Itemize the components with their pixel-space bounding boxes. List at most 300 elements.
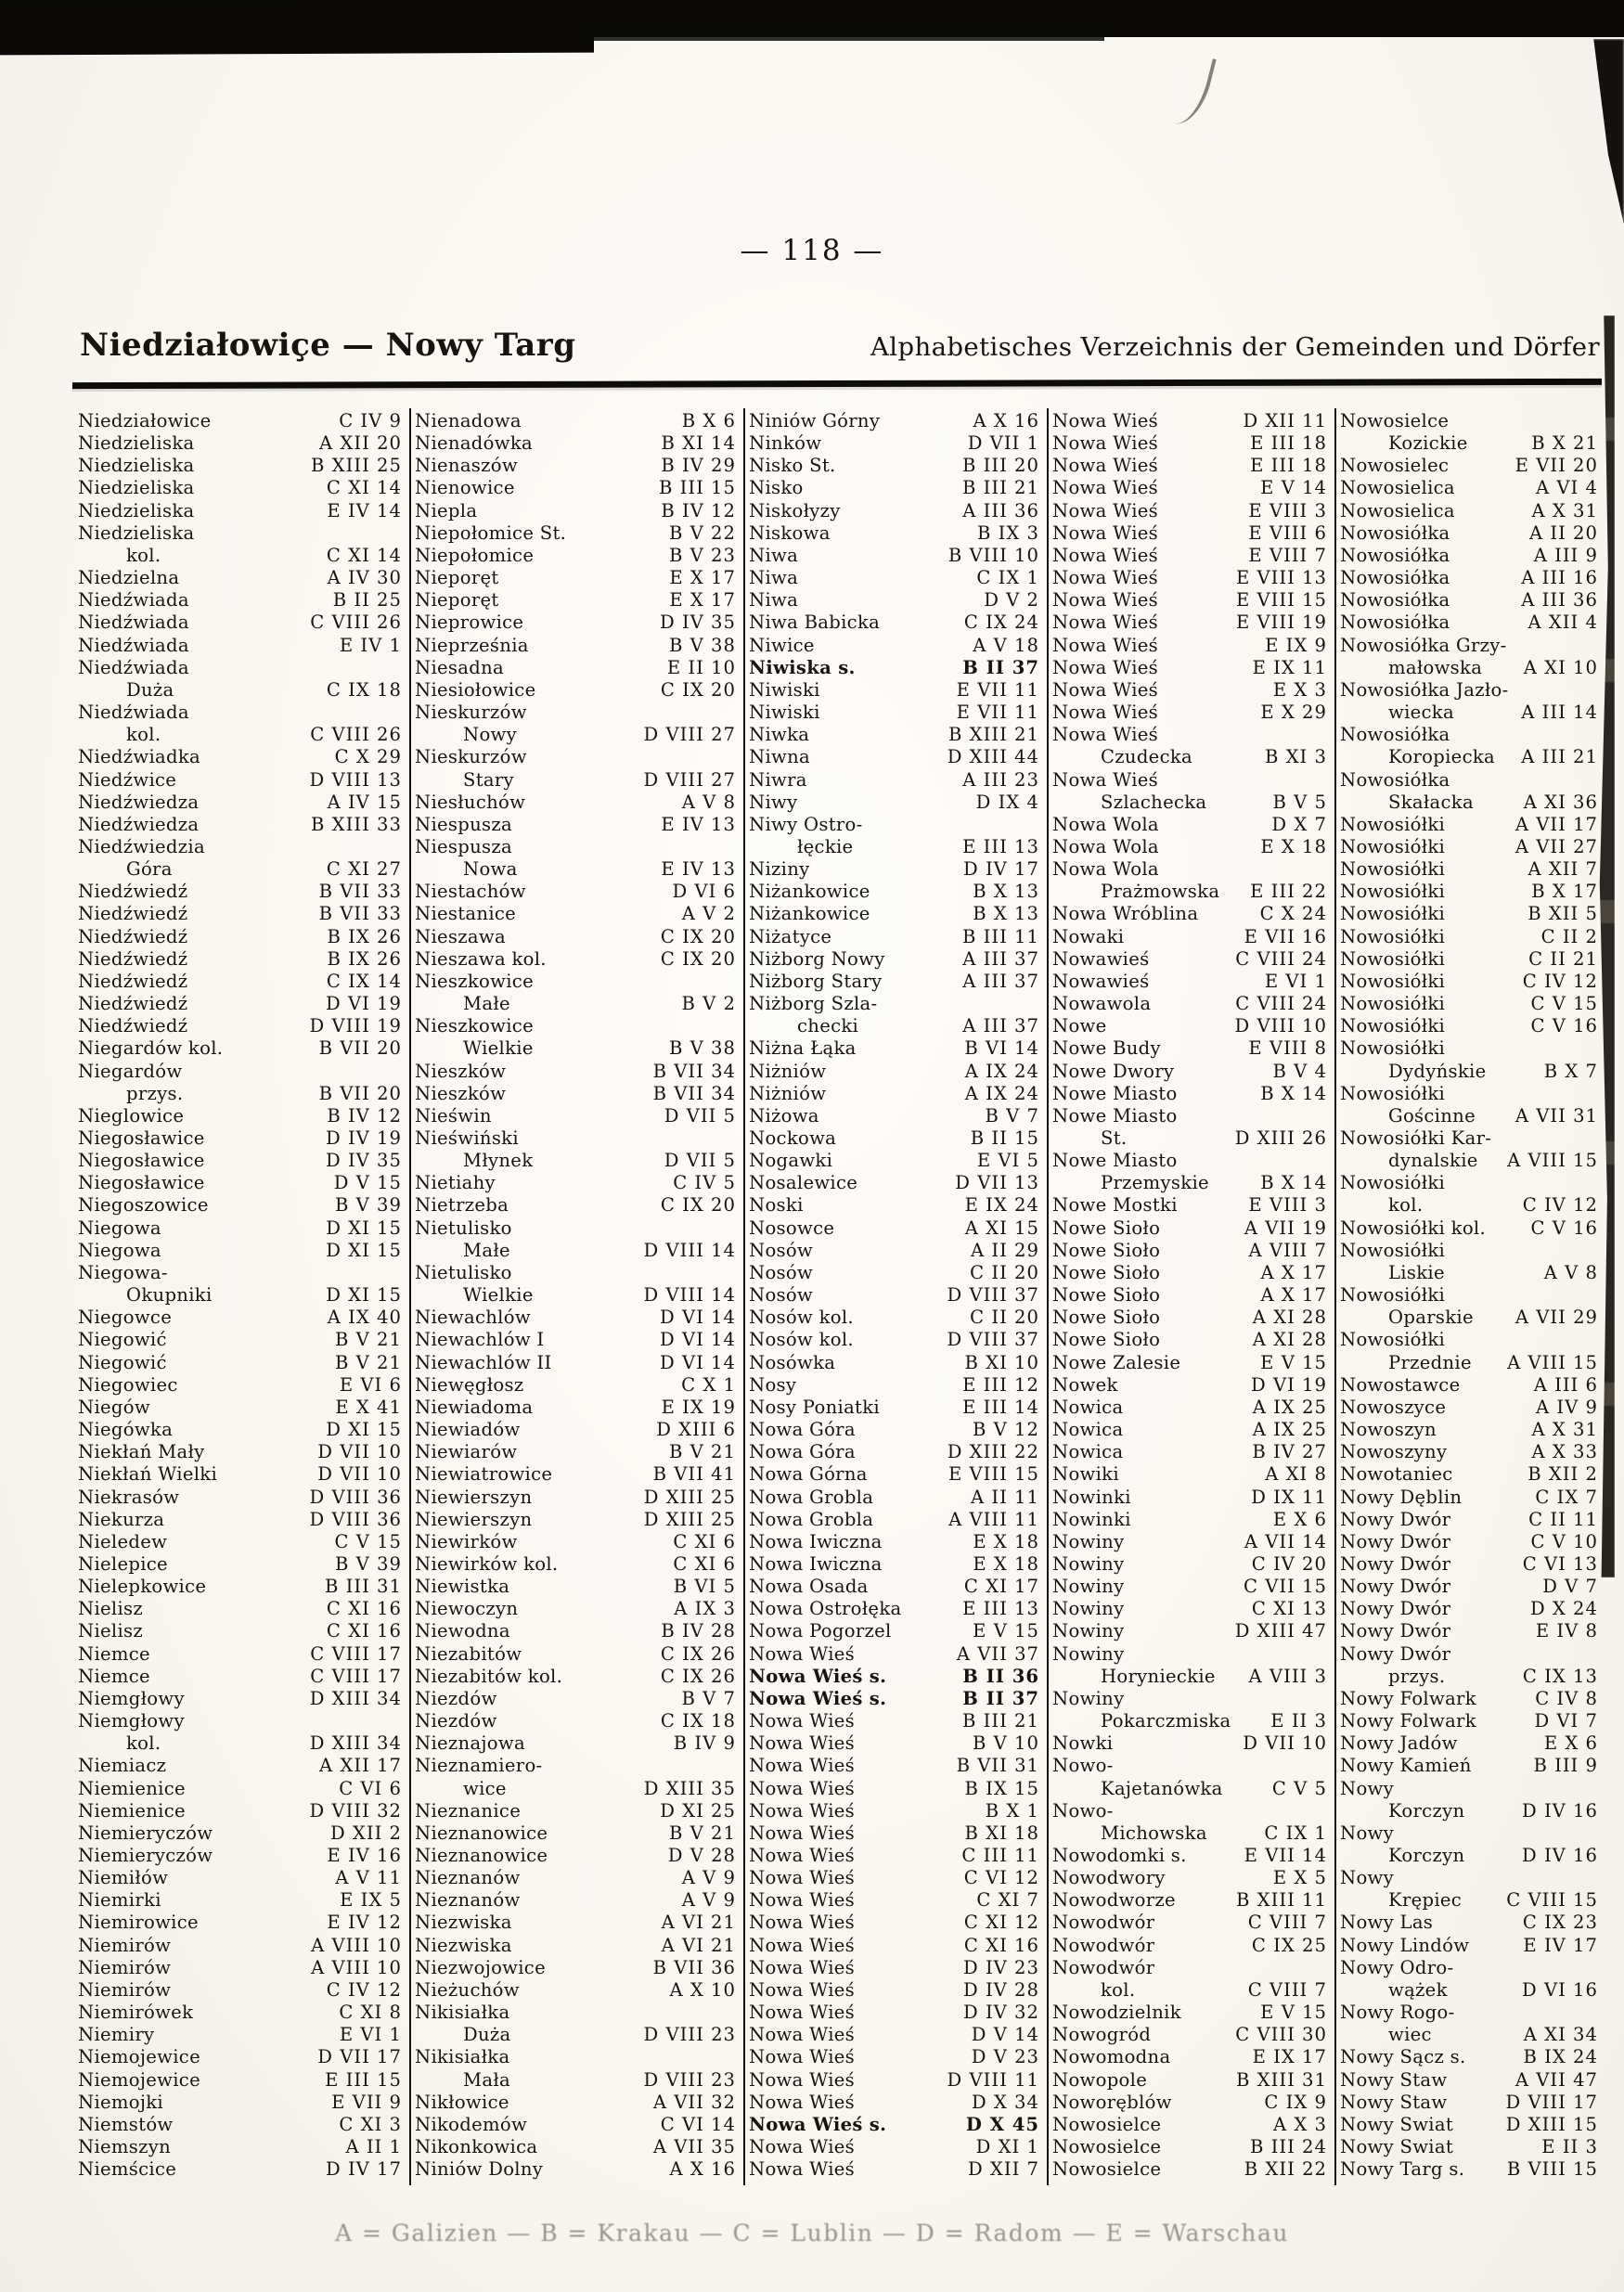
- entry-row: [415, 948, 736, 971]
- entry-row: [1340, 1061, 1598, 1083]
- place-name: Niedźwiada: [78, 612, 189, 634]
- entry-row: [749, 792, 1039, 814]
- map-code: A VII 47: [1514, 2068, 1598, 2091]
- map-code: E III 22: [1250, 881, 1327, 903]
- map-code: D IV 17: [326, 2158, 402, 2181]
- place-name: Nielisz: [78, 1598, 144, 1620]
- map-code: E IX 9: [1265, 634, 1327, 656]
- map-code: D X 34: [971, 2091, 1039, 2113]
- place-name: Niewoczyn: [415, 1598, 519, 1620]
- place-name: Nowosiółka: [1340, 724, 1450, 746]
- index-column-5: [1336, 408, 1605, 2185]
- entry-row: [1052, 702, 1327, 724]
- entry-row: [1052, 1487, 1327, 1509]
- map-code: E VIII 3: [1248, 1194, 1327, 1217]
- map-code: B IV 9: [673, 1732, 736, 1755]
- entry-row: [1340, 1037, 1598, 1060]
- map-code: C V 15: [1530, 993, 1598, 1015]
- map-code: B IV 12: [327, 1104, 402, 1127]
- place-name: Niepla: [415, 499, 478, 521]
- map-code: B XII 2: [1527, 1463, 1598, 1486]
- entry-row: [1340, 2069, 1598, 2092]
- map-code: D IX 4: [975, 791, 1039, 813]
- map-code: D VI 19: [326, 993, 402, 1015]
- map-code: E IV 17: [1523, 1934, 1598, 1956]
- place-name: Nowa Wróblina: [1052, 903, 1199, 925]
- map-code: E VI 1: [1264, 970, 1327, 992]
- entry-row: [749, 522, 1039, 545]
- place-name: Nowy Dwór: [1340, 1508, 1451, 1530]
- place-name: Niwy: [749, 791, 798, 813]
- map-code: D VII 10: [317, 1441, 402, 1463]
- map-code: D VI 14: [660, 1329, 736, 1351]
- map-code: A VII 35: [652, 2136, 736, 2158]
- map-code: A XI 15: [964, 1217, 1039, 1239]
- place-name: Nowa Góra: [749, 1419, 856, 1441]
- place-name: Nowa Wieś: [749, 2068, 856, 2091]
- entry-row: [1052, 1419, 1327, 1441]
- place-name: Nikisiałka: [415, 2046, 510, 2068]
- map-code: D XIII 35: [643, 1777, 736, 1799]
- place-name: Nikisiałka: [415, 2002, 510, 2024]
- map-code: A IX 24: [964, 1082, 1039, 1104]
- map-code: B IX 26: [327, 947, 402, 970]
- map-code: B VII 20: [318, 1082, 402, 1104]
- entry-row: [415, 1083, 736, 1105]
- entry-row: [415, 792, 736, 814]
- map-code: D VI 14: [660, 1307, 736, 1329]
- map-code: B III 20: [961, 455, 1039, 477]
- place-name: Nowinki: [1052, 1486, 1131, 1508]
- entry-row: [1340, 545, 1598, 567]
- entry-row: [415, 1240, 736, 1262]
- place-name: Nieszków: [415, 1060, 507, 1082]
- place-name: Niekrasów: [78, 1486, 180, 1508]
- place-name: Nowy Staw: [1340, 2091, 1448, 2113]
- entry-row: [78, 500, 402, 522]
- entry-row: [1340, 410, 1598, 432]
- place-name: Nowosielica: [1340, 477, 1455, 499]
- entry-row: [1340, 1778, 1598, 1800]
- entry-row: [78, 612, 402, 634]
- entry-row: [78, 1284, 402, 1307]
- place-name: Niedźwiedza: [78, 791, 200, 813]
- map-code: A IX 24: [964, 1060, 1039, 1082]
- map-code: A III 21: [1521, 746, 1598, 768]
- map-code: C VIII 15: [1506, 1889, 1598, 1912]
- map-code: D VIII 23: [643, 2024, 736, 2046]
- place-name: Nietulisko: [415, 1217, 512, 1239]
- place-name: Nowosiółki: [1340, 947, 1446, 970]
- place-name: Nowostawce: [1340, 1373, 1461, 1396]
- place-name: Nieświński: [415, 1127, 519, 1149]
- entry-row: [415, 814, 736, 836]
- place-name: Nowa Wieś: [749, 1732, 856, 1755]
- entry-row: [1052, 477, 1327, 499]
- place-name: Nowy Swiat: [1340, 2136, 1454, 2158]
- entry-row: [1340, 1666, 1598, 1688]
- place-name: Niwiski: [749, 702, 820, 724]
- entry-row: [78, 1732, 402, 1755]
- map-code: C II 11: [1528, 1508, 1598, 1530]
- entry-row: [749, 1463, 1039, 1486]
- map-code: A X 16: [973, 410, 1039, 431]
- map-code: D XI 15: [326, 1217, 402, 1239]
- place-name: Niespusza: [415, 813, 512, 835]
- entry-row: [415, 836, 736, 858]
- entry-row: [749, 1194, 1039, 1217]
- entry-row: [1052, 836, 1327, 858]
- entry-row: [78, 1778, 402, 1800]
- place-name: Nowy: [1340, 1867, 1394, 1889]
- map-code: C VIII 24: [1235, 947, 1327, 970]
- place-name: Nowa Wieś: [749, 1799, 856, 1822]
- index-column-4: [1049, 408, 1336, 2185]
- map-code: A VII 14: [1244, 1530, 1327, 1552]
- map-code: A II 1: [345, 2136, 402, 2158]
- place-name: Niemirów: [78, 1934, 172, 1956]
- place-name: Nowa Wieś: [749, 1912, 856, 1934]
- entry-row: [1340, 993, 1598, 1015]
- map-code: D X 45: [965, 2113, 1039, 2135]
- entry-row: [415, 1755, 736, 1777]
- place-name: Nowa Wola: [1052, 858, 1159, 881]
- map-code: D V 14: [971, 2024, 1039, 2046]
- map-code: A XI 34: [1523, 2024, 1598, 2046]
- place-name: Niemienice: [78, 1799, 186, 1822]
- entry-row: [1052, 589, 1327, 612]
- place-name: Nowa Wieś: [749, 1777, 856, 1799]
- map-code: E IV 12: [327, 1912, 402, 1934]
- entry-row: [1052, 881, 1327, 903]
- entry-row: [1052, 1374, 1327, 1397]
- place-name: Niemgłowy: [78, 1710, 185, 1732]
- entry-row: [1052, 1710, 1327, 1732]
- map-code: A X 10: [669, 1978, 736, 2001]
- entry-row: [415, 1710, 736, 1732]
- entry-row: [749, 1778, 1039, 1800]
- index-column-1: [74, 408, 411, 2185]
- map-code: D VIII 37: [947, 1284, 1039, 1307]
- map-code: C IX 1: [1264, 1822, 1327, 1844]
- entry-row: [415, 1822, 736, 1845]
- map-code: B IV 12: [661, 499, 736, 521]
- map-code: E V 15: [973, 1620, 1039, 1642]
- place-name: Niezdów: [415, 1687, 497, 1709]
- entry-row: [415, 589, 736, 612]
- map-code: A II 11: [970, 1486, 1039, 1508]
- place-name: Nienadówka: [415, 432, 533, 455]
- entry-row: [1340, 926, 1598, 948]
- map-code: D VIII 14: [643, 1239, 736, 1261]
- entry-row: [749, 2046, 1039, 2068]
- place-name: Nowe Sioło: [1052, 1329, 1161, 1351]
- place-name: Nowotaniec: [1340, 1463, 1453, 1486]
- map-code: D XIII 25: [643, 1486, 736, 1508]
- map-code: A VII 19: [1244, 1217, 1327, 1239]
- map-code: A VI 21: [661, 1934, 736, 1956]
- entry-row: [1052, 1755, 1327, 1777]
- entry-row: [749, 1441, 1039, 1463]
- entry-row: [78, 1845, 402, 1867]
- map-code: B III 15: [658, 477, 736, 499]
- entry-row: [749, 1397, 1039, 1419]
- place-name: Nowa Wieś: [749, 1956, 856, 1978]
- place-name: Niniów Górny: [749, 410, 881, 431]
- entry-row: [1052, 993, 1327, 1015]
- entry-row: [1052, 1463, 1327, 1486]
- place-name: Nowica: [1052, 1419, 1124, 1441]
- entry-row: [1052, 1598, 1327, 1620]
- map-code: D VI 14: [660, 1351, 736, 1373]
- entry-row: [749, 635, 1039, 657]
- entry-row: [749, 993, 1039, 1015]
- place-name: Nowosiółka: [1340, 589, 1450, 612]
- place-name: Niżowa: [749, 1104, 819, 1127]
- map-code: A X 17: [1260, 1284, 1327, 1307]
- place-name: Niskołyzy: [749, 499, 841, 521]
- place-name: Nosów kol.: [749, 1329, 854, 1351]
- map-code: B III 31: [324, 1576, 402, 1598]
- place-name: Nowe Sioło: [1052, 1217, 1161, 1239]
- place-name: Nowosiółka: [1340, 612, 1450, 634]
- entry-row: [1052, 1553, 1327, 1576]
- map-code: C IX 13: [1522, 1665, 1598, 1687]
- entry-row: [749, 1262, 1039, 1284]
- map-code: A VIII 15: [1507, 1351, 1598, 1373]
- place-name: Nieskurzów: [415, 702, 527, 724]
- map-code: E V 14: [1260, 477, 1327, 499]
- map-code: C IX 20: [660, 947, 736, 970]
- place-name: Niewęgłosz: [415, 1373, 524, 1396]
- entry-row: [1052, 1620, 1327, 1642]
- place-name: Niedźwiada: [78, 589, 189, 612]
- place-name: Nowa Wieś: [749, 2024, 856, 2046]
- entry-row: [415, 1037, 736, 1060]
- map-code: B V 10: [973, 1732, 1039, 1755]
- map-code: C V 10: [1530, 1530, 1598, 1552]
- map-code: D IV 28: [963, 1978, 1039, 2001]
- map-code: D IV 32: [963, 2002, 1039, 2024]
- place-name: Okupniki: [126, 1284, 213, 1307]
- place-name: Nowa Wieś: [749, 2091, 856, 2113]
- map-code: C VIII 17: [310, 1665, 402, 1687]
- entry-row: [78, 1240, 402, 1262]
- map-code: E VI 5: [976, 1150, 1039, 1172]
- entry-row: [1340, 858, 1598, 881]
- place-name: Nowa Wieś: [1052, 521, 1159, 544]
- entry-row: [749, 926, 1039, 948]
- entry-row: [749, 1755, 1039, 1777]
- map-code: B VII 34: [652, 1060, 736, 1082]
- map-code: A X 31: [1531, 1419, 1598, 1441]
- place-name: Nowiny: [1052, 1576, 1125, 1598]
- map-code: B II 37: [962, 656, 1039, 678]
- entry-row: [1052, 1397, 1327, 1419]
- place-name: Noski: [749, 1194, 804, 1217]
- entry-row: [78, 926, 402, 948]
- place-name: Niemojewice: [78, 2068, 200, 2091]
- entry-row: [1340, 1800, 1598, 1822]
- entry-row: [1052, 1329, 1327, 1351]
- place-name: Niekłań Wielki: [78, 1463, 218, 1486]
- place-name: Niezabitów: [415, 1642, 522, 1665]
- place-name: Niemiłów: [78, 1867, 169, 1889]
- map-code: C XI 7: [976, 1889, 1039, 1912]
- map-code: A XII 4: [1527, 612, 1598, 634]
- entry-row: [1340, 1620, 1598, 1642]
- entry-row: [749, 1015, 1039, 1037]
- map-code: E VII 9: [331, 2091, 402, 2113]
- map-code: A V 2: [681, 903, 736, 925]
- map-code: A III 14: [1521, 702, 1598, 724]
- map-code: A VIII 10: [311, 1956, 402, 1978]
- entry-row: [749, 589, 1039, 612]
- map-code: C IX 14: [326, 970, 402, 992]
- entry-row: [1052, 522, 1327, 545]
- map-code: E VIII 3: [1248, 499, 1327, 521]
- entry-row: [1340, 1643, 1598, 1666]
- map-code: A IV 9: [1536, 1396, 1598, 1418]
- place-name: Nowodwory: [1052, 1867, 1166, 1889]
- map-code: C VI 6: [339, 1777, 402, 1799]
- map-code: A VI 4: [1536, 477, 1598, 499]
- entry-row: [415, 1172, 736, 1194]
- place-name: Nowa Wieś: [749, 1710, 856, 1732]
- place-name: Nieporęt: [415, 589, 499, 612]
- place-name: Nieszków: [415, 1082, 507, 1104]
- place-name: Niemirów: [78, 1956, 172, 1978]
- place-name: Niewiadów: [415, 1419, 521, 1441]
- entry-row: [78, 1419, 402, 1441]
- place-name: Nowosiółki kol.: [1340, 1217, 1487, 1239]
- entry-row: [749, 1172, 1039, 1194]
- entry-row: [1340, 903, 1598, 925]
- entry-row: [78, 455, 402, 477]
- place-name: Niemszyn: [78, 2136, 172, 2158]
- place-name: Niemirów: [78, 1978, 172, 2001]
- map-legend-footer: A = Galizien — B = Krakau — C = Lublin — D = Radom — E = Warschau: [335, 2220, 1289, 2247]
- entry-row: [1052, 1150, 1327, 1172]
- map-code: B IX 15: [964, 1777, 1039, 1799]
- entry-row: [1340, 1194, 1598, 1217]
- place-name: Nikodemów: [415, 2113, 528, 2135]
- entry-row: [749, 1419, 1039, 1441]
- place-name: Szlachecka: [1101, 791, 1207, 813]
- map-code: E II 3: [1270, 1710, 1327, 1732]
- entry-row: [1340, 1105, 1598, 1127]
- place-name: Niemce: [78, 1642, 150, 1665]
- place-name: Niżatyce: [749, 925, 832, 947]
- entry-row: [1340, 657, 1598, 679]
- place-name: Małe: [463, 1239, 510, 1261]
- entry-row: [78, 1463, 402, 1486]
- entry-row: [749, 1867, 1039, 1889]
- entry-row: [415, 993, 736, 1015]
- entry-row: [749, 2069, 1039, 2092]
- place-name: Niemirowice: [78, 1912, 199, 1934]
- place-name: wice: [463, 1777, 507, 1799]
- place-name: Nosów kol.: [749, 1307, 854, 1329]
- map-code: E VII 14: [1244, 1845, 1327, 1866]
- place-name: Nowa Grobla: [749, 1508, 874, 1530]
- place-name: Nikłowice: [415, 2091, 509, 2113]
- place-name: Nielepkowice: [78, 1576, 207, 1598]
- entry-row: [749, 1127, 1039, 1150]
- map-code: A VIII 7: [1248, 1239, 1327, 1261]
- map-code: B V 2: [681, 993, 736, 1015]
- map-code: C XI 17: [963, 1576, 1039, 1598]
- entry-row: [749, 769, 1039, 792]
- map-code: C IX 25: [1251, 1934, 1327, 1956]
- map-code: A V 9: [681, 1867, 736, 1889]
- map-code: E VIII 13: [1235, 567, 1327, 589]
- map-code: D XI 25: [660, 1799, 736, 1822]
- place-name: Niewachlów II: [415, 1351, 552, 1373]
- entry-row: [749, 1576, 1039, 1598]
- place-name: Nowy Las: [1340, 1912, 1434, 1934]
- place-name: Niwice: [749, 634, 815, 656]
- map-code: E II 3: [1541, 2136, 1598, 2158]
- place-name: Michowska: [1101, 1822, 1207, 1844]
- entry-row: [415, 2136, 736, 2158]
- entry-row: [78, 1710, 402, 1732]
- entry-row: [415, 2002, 736, 2024]
- place-name: Nowa Ostrołęka: [749, 1598, 902, 1620]
- entry-row: [1052, 2024, 1327, 2046]
- place-name: Nowosiółka Jazło-: [1340, 678, 1509, 701]
- entry-row: [1340, 2136, 1598, 2158]
- place-name: Oparskie: [1388, 1307, 1474, 1329]
- map-code: D VII 17: [317, 2046, 402, 2068]
- entry-row: [1340, 746, 1598, 768]
- entry-row: [749, 814, 1039, 836]
- place-name: Nowa Wieś: [749, 1889, 856, 1912]
- place-name: Nowosiółki: [1340, 835, 1446, 857]
- place-name: Niedźwiadka: [78, 746, 200, 768]
- entry-row: [415, 1127, 736, 1150]
- map-code: B VIII 10: [947, 544, 1039, 566]
- entry-row: [1340, 792, 1598, 814]
- place-name: Niedźwiedź: [78, 993, 188, 1015]
- place-name: Niewachlów: [415, 1307, 531, 1329]
- entry-row: [749, 679, 1039, 702]
- place-name: Nosalewice: [749, 1172, 858, 1194]
- place-name: Nowosiółki: [1340, 1082, 1446, 1104]
- entry-row: [749, 2136, 1039, 2158]
- map-code: B VII 36: [652, 1956, 736, 1978]
- map-code: C IX 9: [1264, 2091, 1327, 2113]
- entry-row: [1340, 1262, 1598, 1284]
- map-code: E IV 1: [339, 634, 402, 656]
- map-code: D VIII 10: [1234, 1015, 1327, 1037]
- entry-row: [415, 1061, 736, 1083]
- entry-row: [78, 1822, 402, 1845]
- place-name: Niwka: [749, 724, 810, 746]
- entry-row: [415, 1531, 736, 1553]
- map-code: D X 7: [1271, 813, 1327, 835]
- entry-row: [78, 746, 402, 768]
- map-code: B VII 33: [318, 903, 402, 925]
- place-name: Nienaszów: [415, 455, 518, 477]
- map-code: A V 8: [681, 791, 736, 813]
- place-name: Nosówka: [749, 1351, 836, 1373]
- place-name: Liskie: [1388, 1261, 1445, 1283]
- place-name: Nowaki: [1052, 925, 1125, 947]
- entry-row: [1340, 1172, 1598, 1194]
- place-name: Nowosiółki: [1340, 970, 1446, 992]
- place-name: checki: [797, 1015, 859, 1037]
